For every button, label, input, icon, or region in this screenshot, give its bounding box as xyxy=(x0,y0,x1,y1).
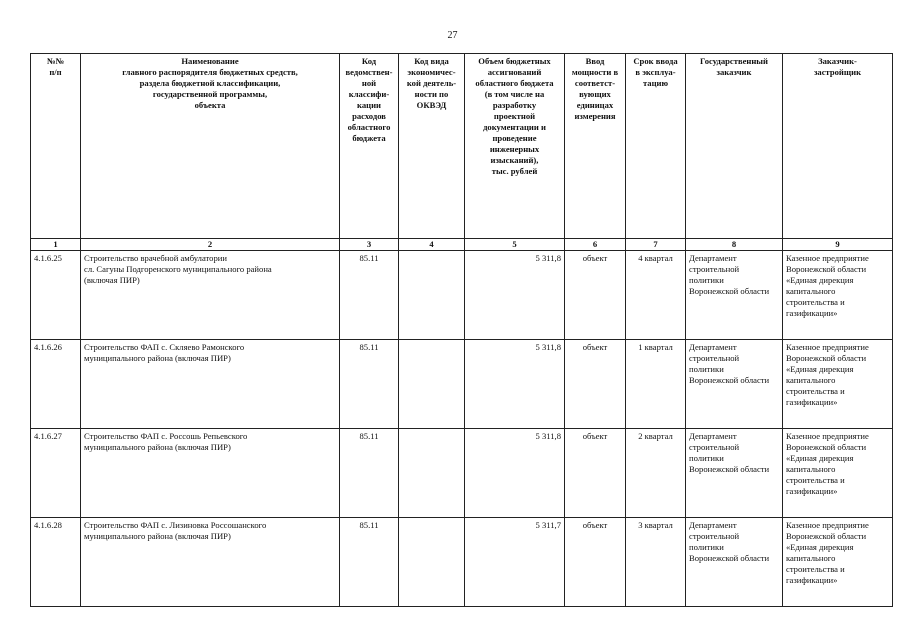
budget-code xyxy=(340,429,399,518)
column-number: 8 xyxy=(686,239,783,251)
column-number: 4 xyxy=(399,239,465,251)
row-number xyxy=(31,340,81,429)
developer-customer xyxy=(783,518,893,607)
column-number: 6 xyxy=(565,239,626,251)
header-cell-customer: Государственный заказчик xyxy=(686,54,783,239)
row-number xyxy=(31,518,81,607)
column-number: 5 xyxy=(465,239,565,251)
developer-customer-text: Казенное предприятие Воронежской области «Единая дирекция капитального строительства и газификации» xyxy=(786,253,869,318)
object-name xyxy=(81,340,340,429)
developer-customer xyxy=(783,340,893,429)
budget-volume-text: 5 311,8 xyxy=(535,431,561,441)
okved-code xyxy=(399,340,465,429)
table-row xyxy=(31,340,893,429)
commissioning-term-text: 3 квартал xyxy=(638,520,673,530)
state-customer xyxy=(686,518,783,607)
table-header-row xyxy=(31,54,893,239)
commissioning-term-text: 1 квартал xyxy=(638,342,673,352)
row-number xyxy=(31,429,81,518)
header-cell-capacity: Ввод мощности в соответст- вующих единицах измерения xyxy=(565,54,626,239)
capacity-text: объект xyxy=(582,431,608,441)
commissioning-term-text: 2 квартал xyxy=(638,431,673,441)
header-cell-name: Наименование главного распорядителя бюджетных средств, раздела бюджетной классификации, государственной программы, объекта xyxy=(81,54,340,239)
state-customer-text: Департамент строительной политики Воронежской области xyxy=(689,342,770,385)
table-row xyxy=(31,518,893,607)
budget-code-text: 85.11 xyxy=(359,342,379,352)
budget-volume xyxy=(465,340,565,429)
state-customer-text: Департамент строительной политики Воронежской области xyxy=(689,253,770,296)
okved-code xyxy=(399,518,465,607)
state-customer xyxy=(686,251,783,340)
developer-customer xyxy=(783,251,893,340)
object-name-text: Строительство ФАП с. Лизиновка Россошанского муниципального района (включая ПИР) xyxy=(84,520,267,541)
developer-customer-text: Казенное предприятие Воронежской области «Единая дирекция капитального строительства и газификации» xyxy=(786,342,869,407)
capacity xyxy=(565,340,626,429)
budget-code-text: 85.11 xyxy=(359,431,379,441)
object-name xyxy=(81,429,340,518)
object-name xyxy=(81,518,340,607)
capacity xyxy=(565,518,626,607)
budget-code xyxy=(340,518,399,607)
budget-code-text: 85.11 xyxy=(359,253,379,263)
budget-volume xyxy=(465,518,565,607)
header-cell-okved: Код вида экономичес- кой деятель- ности по ОКВЭД xyxy=(399,54,465,239)
budget-volume xyxy=(465,251,565,340)
page-number: 27 xyxy=(447,30,458,41)
object-name-text: Строительство врачебной амбулатории сл. Сагуны Подгоренского муниципального района (включая ПИР) xyxy=(84,253,272,285)
table-body xyxy=(31,251,893,607)
okved-code xyxy=(399,251,465,340)
table-row xyxy=(31,251,893,340)
column-number: 2 xyxy=(81,239,340,251)
header-cell-num: №№ п/п xyxy=(31,54,81,239)
header-cell-developer: Заказчик- застройщик xyxy=(783,54,893,239)
budget-code-text: 85.11 xyxy=(359,520,379,530)
budget-volume-text: 5 311,7 xyxy=(535,520,561,530)
column-number: 9 xyxy=(783,239,893,251)
object-name-text: Строительство ФАП с. Скляево Рамонского муниципального района (включая ПИР) xyxy=(84,342,245,363)
developer-customer-text: Казенное предприятие Воронежской области «Единая дирекция капитального строительства и газификации» xyxy=(786,431,869,496)
table-row xyxy=(31,429,893,518)
budget-volume-text: 5 311,8 xyxy=(535,253,561,263)
commissioning-term-text: 4 квартал xyxy=(638,253,673,263)
row-number-text: 4.1.6.28 xyxy=(34,520,62,530)
column-number: 3 xyxy=(340,239,399,251)
header-cell-volume: Объем бюджетных ассигнований областного бюджета (в том числе на разработку проектной документации и проведение инженерных изысканий), тыс. рублей xyxy=(465,54,565,239)
state-customer xyxy=(686,429,783,518)
commissioning-term xyxy=(626,251,686,340)
state-customer-text: Департамент строительной политики Воронежской области xyxy=(689,431,770,474)
commissioning-term xyxy=(626,429,686,518)
state-customer-text: Департамент строительной политики Воронежской области xyxy=(689,520,770,563)
row-number-text: 4.1.6.26 xyxy=(34,342,62,352)
column-number: 7 xyxy=(626,239,686,251)
column-number: 1 xyxy=(31,239,81,251)
budget-table xyxy=(30,53,893,607)
row-number xyxy=(31,251,81,340)
budget-code xyxy=(340,340,399,429)
commissioning-term xyxy=(626,518,686,607)
capacity xyxy=(565,429,626,518)
column-number-row xyxy=(31,239,893,251)
developer-customer xyxy=(783,429,893,518)
capacity xyxy=(565,251,626,340)
budget-code xyxy=(340,251,399,340)
row-number-text: 4.1.6.25 xyxy=(34,253,62,263)
capacity-text: объект xyxy=(582,342,608,352)
row-number-text: 4.1.6.27 xyxy=(34,431,62,441)
header-cell-term: Срок ввода в эксплуа- тацию xyxy=(626,54,686,239)
budget-volume xyxy=(465,429,565,518)
state-customer xyxy=(686,340,783,429)
object-name xyxy=(81,251,340,340)
okved-code xyxy=(399,429,465,518)
budget-volume-text: 5 311,8 xyxy=(535,342,561,352)
commissioning-term xyxy=(626,340,686,429)
developer-customer-text: Казенное предприятие Воронежской области «Единая дирекция капитального строительства и газификации» xyxy=(786,520,869,585)
capacity-text: объект xyxy=(582,520,608,530)
object-name-text: Строительство ФАП с. Россошь Репьевского муниципального района (включая ПИР) xyxy=(84,431,248,452)
header-cell-code: Код ведомствен- ной классифи- кации расходов областного бюджета xyxy=(340,54,399,239)
capacity-text: объект xyxy=(582,253,608,263)
